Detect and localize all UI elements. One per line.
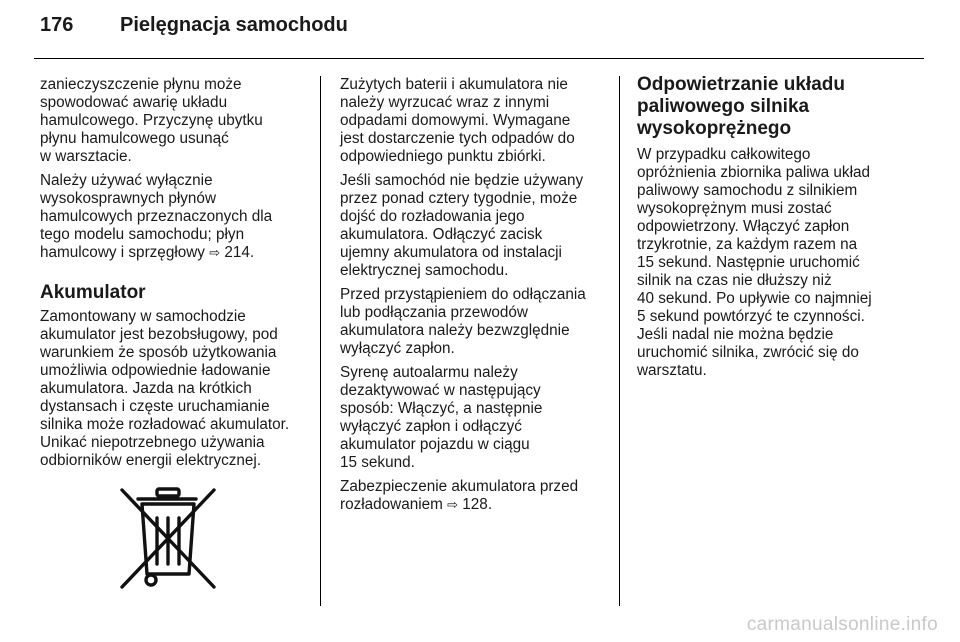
column-divider xyxy=(619,76,620,606)
paragraph-battery-disconnect: Jeśli samochód nie będzie używany przez ponad cztery tygodnie, może dojść do rozładowania jego akumulatora. Odłączyć zacisk ujemny akumulatora od instalacji elektrycznej samochodu. xyxy=(340,172,584,279)
page-reference-arrow-icon[interactable]: ⇨ xyxy=(209,245,221,260)
paragraph-brake-fluid-contamination: zanieczyszczenie płynu może spowodować awarię układu hamulcowego. Przyczynę ubytku płynu hamulcowego usunąć w warsztacie. xyxy=(40,76,263,165)
page-title: Pielęgnacja samochodu xyxy=(120,14,348,36)
column-divider xyxy=(320,76,321,606)
page-reference-number[interactable]: 214. xyxy=(220,244,255,261)
column-middle xyxy=(340,76,602,520)
watermark: carmanualsonline.info xyxy=(746,614,938,635)
crossed-out-wheelie-bin-icon xyxy=(116,484,222,592)
paragraph-text: Zabezpieczenie akumulatora przed rozładowaniem xyxy=(340,478,579,513)
page-number: 176 xyxy=(40,14,74,36)
page-reference-number[interactable]: 128. xyxy=(458,496,493,513)
paragraph-alarm-siren: Syrenę autoalarmu należy dezaktywować w następujący sposób: Włączyć, a następnie wyłączyć zapłon i odłączyć akumulator pojazdu w ciągu 15 sekund. xyxy=(340,364,543,471)
section-heading-battery: Akumulator xyxy=(40,282,146,303)
column-right xyxy=(637,74,899,386)
header-rule xyxy=(34,58,924,59)
paragraph-brake-fluid-type xyxy=(40,172,310,262)
page-header xyxy=(40,14,348,44)
column-left xyxy=(40,76,310,592)
paragraph-battery-protection xyxy=(340,478,602,514)
page-reference-arrow-icon[interactable]: ⇨ xyxy=(447,497,459,512)
paragraph-ignition-off: Przed przystąpieniem do odłączania lub podłączania przewodów akumulatora należy bezwzględnie wyłączyć zapłon. xyxy=(340,286,586,357)
section-heading-diesel-bleeding: Odpowietrzanie układu paliwowego silnika wysokoprężnego xyxy=(637,74,845,139)
paragraph-text: Należy używać wyłącznie wysokosprawnych płynów hamulcowych przeznaczonych dla tego modelu samochodu; płyn hamulcowy i sprzęgłowy xyxy=(40,172,273,261)
paragraph-battery-maintenance: Zamontowany w samochodzie akumulator jest bezobsługowy, pod warunkiem że sposób użytkowania umożliwia odpowiednie ładowanie akumulatora. Jazda na krótkich dystansach i częste uruchamianie silnika może rozładować akumulator. Unikać niepotrzebnego używania odbiorników energii elektrycznej. xyxy=(40,308,290,469)
paragraph-battery-disposal: Zużytych baterii i akumulatora nie należy wyrzucać wraz z innymi odpadami domowymi. Wymagane jest dostarczenie tych odpadów do odpowiedniego punktu zbiórki. xyxy=(340,76,575,165)
paragraph-diesel-bleeding: W przypadku całkowitego opróżnienia zbiornika paliwa układ paliwowy samochodu z silnikiem wysokoprężnym musi zostać odpowietrzony. Włączyć zapłon trzykrotnie, za każdym razem na 15 sekund. Następnie uruchomić silnik na czas nie dłuższy niż 40 sekund. Po upływie co najmniej 5 sekund powtórzyć te czynności. Jeśli nadal nie można będzie uruchomić silnika, zwrócić się do warsztatu. xyxy=(637,146,872,379)
